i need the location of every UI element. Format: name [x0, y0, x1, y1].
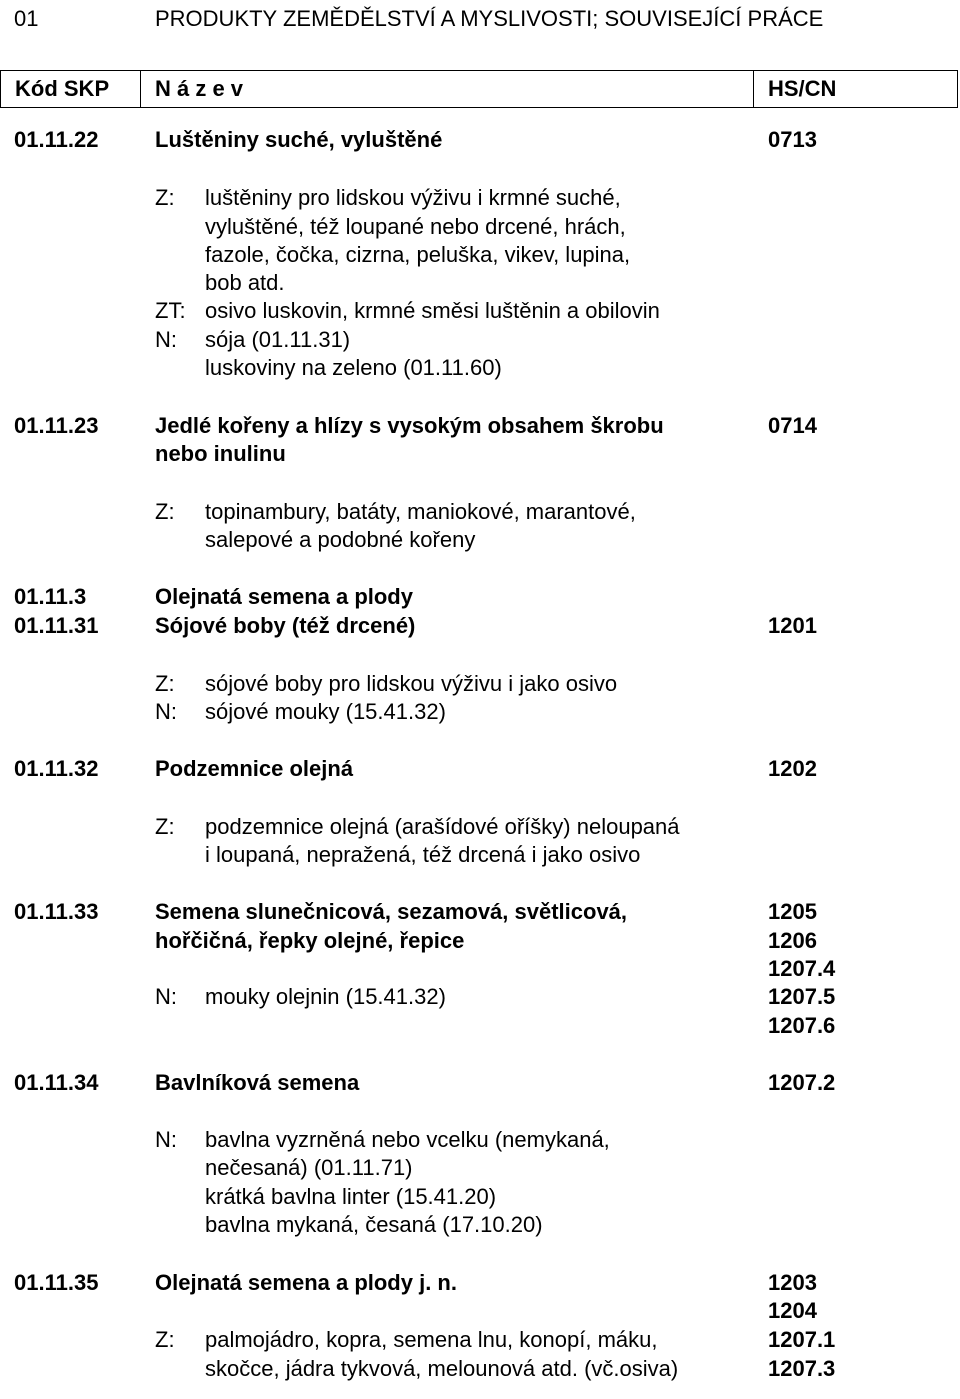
item-label: Z:: [155, 1327, 175, 1352]
item-hs: 1207.5: [768, 984, 836, 1009]
item-text: Olejnatá semena a plody j. n.: [155, 1270, 457, 1295]
table-header: [0, 70, 958, 108]
header-name: N á z e v: [155, 76, 244, 101]
item-code: 01.11.32: [14, 756, 99, 781]
item-label: Z:: [155, 814, 175, 839]
item-label: Z:: [155, 671, 175, 696]
item-text: sójové mouky (15.41.32): [205, 699, 446, 724]
item-code: 01.11.3: [14, 584, 87, 609]
item-text: Bavlníková semena: [155, 1070, 360, 1095]
header-hs: HS/CN: [768, 76, 837, 101]
item-text: bavlna vyzrněná nebo vcelku (nemykaná,: [205, 1127, 610, 1152]
item-text: Podzemnice olejná: [155, 756, 354, 781]
item-text: krátká bavlna linter (15.41.20): [205, 1184, 497, 1209]
item-code: 01.11.23: [14, 413, 99, 438]
item-code: 01.11.34: [14, 1070, 99, 1095]
item-text: Jedlé kořeny a hlízy s vysokým obsahem škrobu: [155, 413, 664, 438]
header-code: Kód SKP: [15, 76, 110, 101]
item-label: ZT:: [155, 298, 186, 323]
title-code: 01: [14, 6, 39, 31]
item-text: Semena slunečnicová, sezamová, světlicová,: [155, 899, 628, 924]
item-hs: 0713: [768, 127, 817, 152]
title-name: PRODUKTY ZEMĚDĚLSTVÍ A MYSLIVOSTI; SOUVISEJÍCÍ PRÁCE: [155, 6, 824, 31]
item-text: palmojádro, kopra, semena lnu, konopí, máku,: [205, 1327, 658, 1352]
item-hs: 1205: [768, 899, 817, 924]
item-text: bob atd.: [205, 270, 285, 295]
item-hs: 1207.4: [768, 956, 836, 981]
item-text: sója (01.11.31): [205, 327, 351, 352]
item-text: podzemnice olejná (arašídové oříšky) neloupaná: [205, 814, 680, 839]
item-hs: 1207.6: [768, 1013, 836, 1038]
item-label: N:: [155, 699, 177, 724]
item-hs: 1207.2: [768, 1070, 836, 1095]
item-text: salepové a podobné kořeny: [205, 527, 476, 552]
header-divider: [753, 71, 754, 107]
item-text: Luštěniny suché, vyluštěné: [155, 127, 443, 152]
item-hs: 1204: [768, 1298, 817, 1323]
item-label: Z:: [155, 499, 175, 524]
item-code: 01.11.31: [14, 613, 99, 638]
item-hs: 0714: [768, 413, 817, 438]
item-hs: 1207.1: [768, 1327, 836, 1352]
item-text: osivo luskovin, krmné směsi luštěnin a obilovin: [205, 298, 660, 323]
item-text: hořčičná, řepky olejné, řepice: [155, 928, 465, 953]
item-hs: 1207.3: [768, 1356, 836, 1381]
item-code: 01.11.33: [14, 899, 99, 924]
item-text: sójové boby pro lidskou výživu i jako osivo: [205, 671, 618, 696]
item-text: nečesaná) (01.11.71): [205, 1155, 413, 1180]
item-hs: 1201: [768, 613, 817, 638]
item-text: skočce, jádra tykvová, melounová atd. (vč.osiva): [205, 1356, 679, 1381]
item-text: Sójové boby (též drcené): [155, 613, 416, 638]
item-text: topinambury, batáty, maniokové, marantové,: [205, 499, 636, 524]
item-text: Olejnatá semena a plody: [155, 584, 413, 609]
item-code: 01.11.22: [14, 127, 99, 152]
item-text: luštěniny pro lidskou výživu i krmné suché,: [205, 185, 621, 210]
item-text: mouky olejnin (15.41.32): [205, 984, 446, 1009]
item-label: N:: [155, 984, 177, 1009]
item-text: bavlna mykaná, česaná (17.10.20): [205, 1212, 543, 1237]
item-text: i loupaná, nepražená, též drcená i jako osivo: [205, 842, 641, 867]
item-text: nebo inulinu: [155, 441, 286, 466]
item-label: N:: [155, 327, 177, 352]
item-hs: 1203: [768, 1270, 817, 1295]
item-code: 01.11.35: [14, 1270, 99, 1295]
item-label: Z:: [155, 185, 175, 210]
item-hs: 1206: [768, 928, 817, 953]
item-text: vyluštěné, též loupané nebo drcené, hrách,: [205, 214, 626, 239]
item-text: luskoviny na zeleno (01.11.60): [205, 355, 502, 380]
header-divider: [140, 71, 141, 107]
item-label: N:: [155, 1127, 177, 1152]
item-text: fazole, čočka, cizrna, peluška, vikev, lupina,: [205, 242, 631, 267]
item-hs: 1202: [768, 756, 817, 781]
